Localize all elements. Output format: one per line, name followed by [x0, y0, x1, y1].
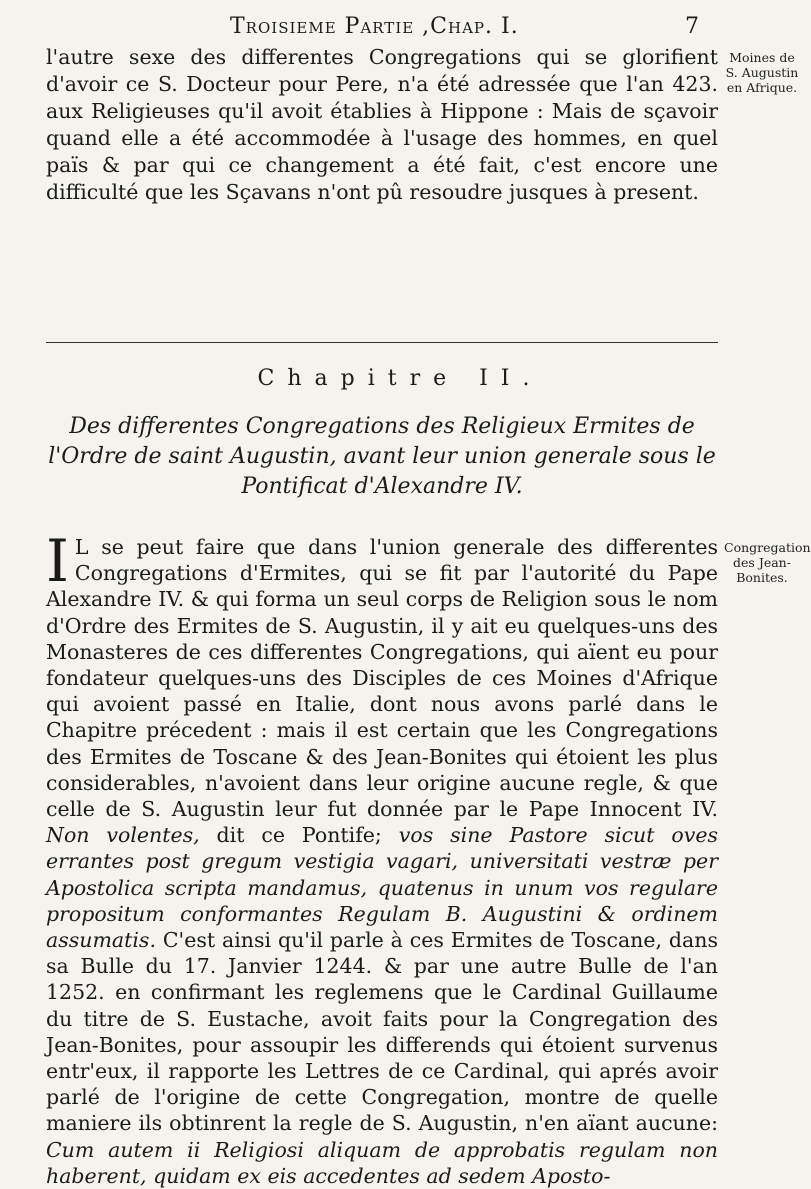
chapter-body [46, 527, 718, 1189]
running-header [230, 14, 700, 39]
intro-paragraph: l'autre sexe des differentes Congregations qui se glorifient d'avoir ce S. Docteur pour Pere, n'a été adressée que l'an 423. aux Religieuses qu'il avoit établies à Hippone : Mais de sçavoir quand elle a été accommodée à l'usage des hommes, en quel païs & par qui ce changement a été fait, c'est encore une difficulté que les Sçavans n'ont pû resoudre jusques à present. [46, 45, 718, 204]
body-text-2: dit ce Pontife; [216, 823, 382, 848]
body-paragraph [46, 527, 718, 1189]
intro-paragraph-block [46, 44, 718, 206]
latin-quote-1: Non volentes, [46, 823, 200, 848]
body-text-3: C'est ainsi qu'il parle à ces Ermites de Toscane, dans sa Bulle du 17. Janvier 1244. & par une autre Bulle de l'an 1252. en confirmant les reglemens que le Cardinal Guillaume du titre de S. Eustache, avoit faits pour la Congregation des Jean-Bonites, pour assoupir les differends qui étoient survenus entr'eux, il rapporte les Lettres de ce Cardinal, qui aprés avoir parlé de l'origine de cette Congregation, montre de quelle maniere ils obtinrent la regle de S. Augustin, n'en aïant aucune: [46, 928, 718, 1136]
body-text-1: L se peut faire que dans l'union generale des differentes Congregations d'Ermites, qui se fit par l'autorité du Pape Alexandre IV. & qui forma un seul corps de Religion sous le nom d'Ordre des Ermites de S. Augustin, il y ait eu quelques-uns des Monasteres de ces differentes Congregations, qui aïent eu pour fondateur quelques-uns des Disciples de ces Moines d'Afrique qui avoient passé en Italie, dont nous avons parlé dans le Chapitre précedent : mais il est certain que les Congregations des Ermites de Toscane & des Jean-Bonites qui étoient les plus considerables, n'avoient dans leur origine aucune regle, & que celle de S. Augustin leur fut donnée par le Pape Innocent IV. [46, 535, 718, 822]
margin-note-2: Congregation des Jean-Bonites. [724, 540, 811, 585]
drop-cap: I [46, 527, 69, 595]
chapter-divider [46, 342, 718, 343]
chapter-heading: Chapitre II. [257, 366, 543, 391]
chapter-title: Des differentes Congregations des Religieux Ermites de l'Ordre de saint Augustin, avant leur union generale sous le Pontificat d'Alexandre IV. [48, 414, 716, 499]
latin-quote-3: Cum autem ii Religiosi aliquam de approbatis regulam non haberent, quidam ex eis accedentes ad sedem Aposto- [46, 1137, 718, 1188]
header-title: Troisieme Partie ,Chap. I. [230, 14, 519, 39]
page-number: 7 [685, 14, 700, 39]
latin-quote-2: vos sine Pastore sicut oves errantes post gregum vestigia vagari, universitati vestræ per Apostolica scripta mandamus, quatenus in unum vos regulare propositum conformantes Regulam B. Augustini & ordinem assumatis. [46, 823, 718, 953]
margin-note-1: Moines de S. Augustin en Afrique. [725, 50, 799, 95]
